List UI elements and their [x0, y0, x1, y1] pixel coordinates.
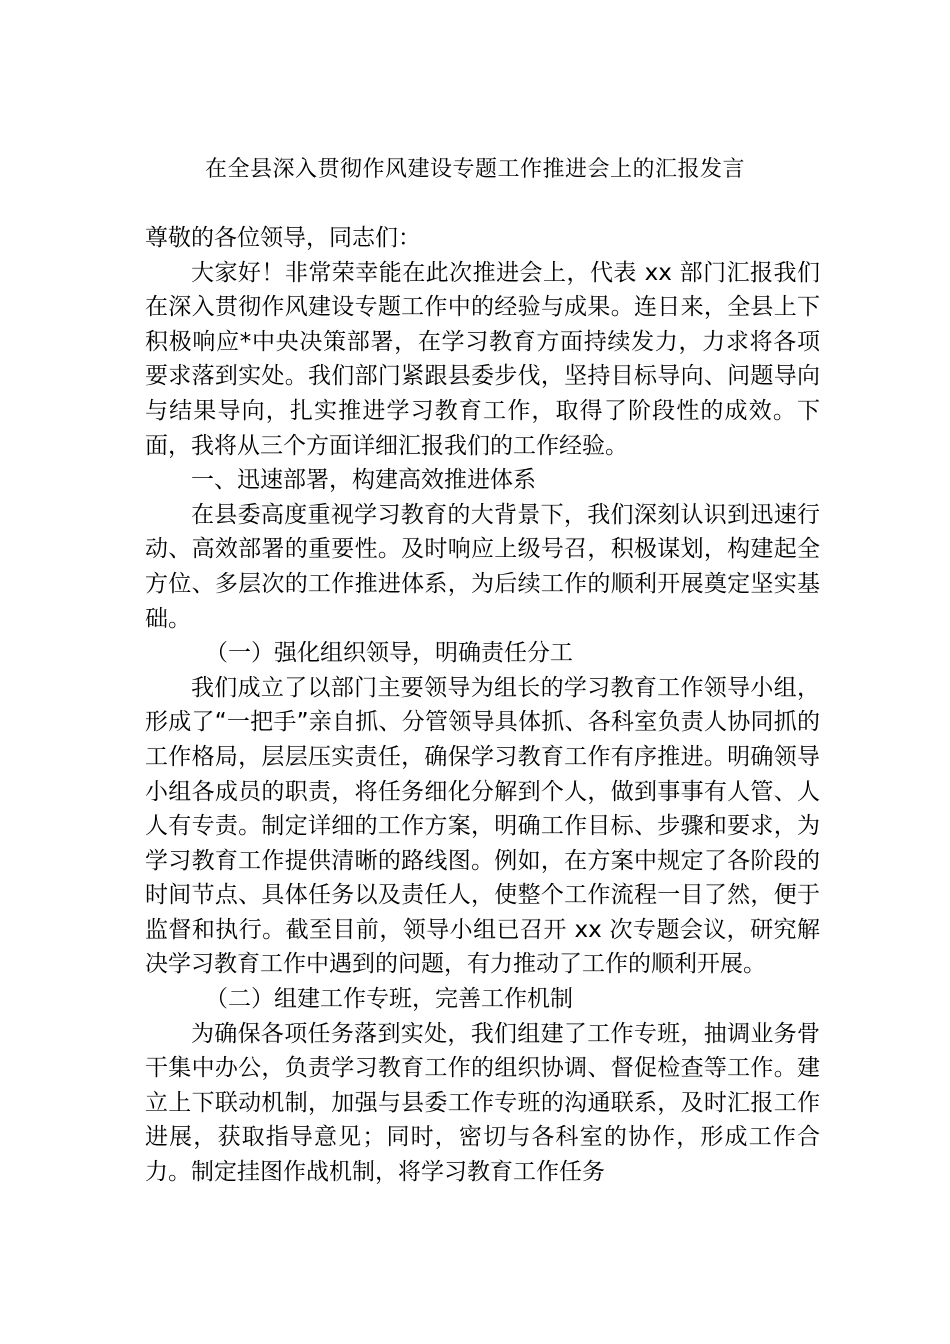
subsection-heading-1: （一）强化组织领导，明确责任分工 — [205, 640, 573, 667]
paragraph-subsection-2: 为确保各项任务落到实处，我们组建了工作专班，抽调业务骨干集中办公，负责学习教育工作的组织协调、督促检查等工作。建立上下联动机制，加强与县委工作专班的沟通联系，及时汇报工作进展，获取指导意见；同时，密切与各科室的协作，形成工作合力。制定挂图作战机制，将学习教育工作任务 — [145, 1020, 820, 1186]
paragraph-subsection-1: 我们成立了以部门主要领导为组长的学习教育工作领导小组，形成了“一把手”亲自抓、分管领导具体抓、各科室负责人协同抓的工作格局，层层压实责任，确保学习教育工作有序推进。明确领导小组各成员的职责，将任务细化分解到个人，做到事事有人管、人人有专责。制定详细的工作方案，明确工作目标、步骤和要求，为学习教育工作提供清晰的路线图。例如，在方案中规定了各阶段的时间节点、具体任务以及责任人，使整个工作流程一目了然，便于监督和执行。截至目前，领导小组已召开 xx 次专题会议，研究解决学习教育工作中遇到的问题，有力推动了工作的顺利开展。 — [145, 674, 820, 978]
subsection-heading-2: （二）组建工作专班，完善工作机制 — [205, 986, 573, 1013]
paragraph-section-1: 在县委高度重视学习教育的大背景下，我们深刻认识到迅速行动、高效部署的重要性。及时响应上级号召，积极谋划，构建起全方位、多层次的工作推进体系，为后续工作的顺利开展奠定坚实基础。 — [145, 501, 820, 632]
salutation: 尊敬的各位领导，同志们： — [145, 225, 421, 251]
section-heading-1: 一、迅速部署，构建高效推进体系 — [191, 467, 536, 494]
document-body — [145, 221, 820, 1190]
document-title: 在全县深入贯彻作风建设专题工作推进会上的汇报发言 — [204, 157, 745, 182]
paragraph-intro: 大家好！非常荣幸能在此次推进会上，代表 xx 部门汇报我们在深入贯彻作风建设专题工作中的经验与成果。连日来，全县上下积极响应*中央决策部署，在学习教育方面持续发力，力求将各项要求落到实处。我们部门紧跟县委步伐，坚持目标导向、问题导向与结果导向，扎实推进学习教育工作，取得了阶段性的成效。下面，我将从三个方面详细汇报我们的工作经验。 — [145, 259, 820, 459]
